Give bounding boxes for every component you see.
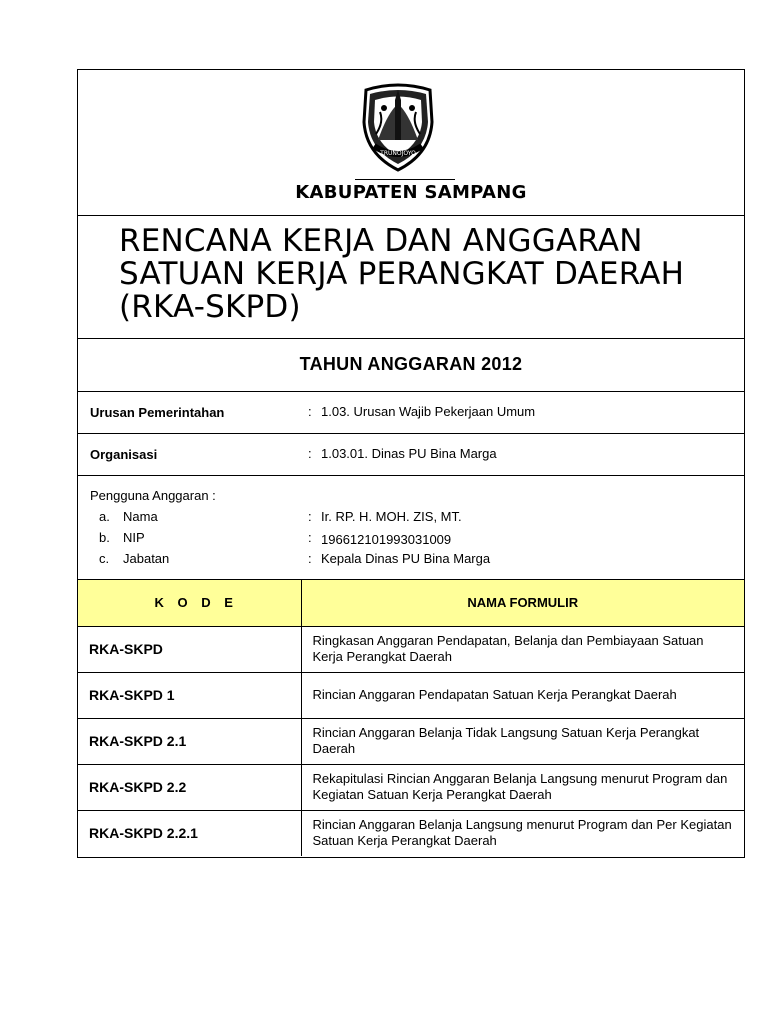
form-code: RKA-SKPD 2.2	[78, 764, 301, 810]
organisasi-label: Organisasi	[90, 447, 158, 462]
pengguna-anggaran-heading: Pengguna Anggaran :	[90, 488, 216, 503]
row-colon: :	[308, 509, 312, 524]
kabupaten-sampang-crest-icon	[358, 82, 438, 174]
table-row	[78, 810, 744, 856]
form-name: Ringkasan Anggaran Pendapatan, Belanja dan Pembiayaan Satuan Kerja Perangkat Daerah	[301, 626, 744, 672]
row-label: Nama	[123, 509, 158, 524]
pengguna-row-jabatan	[78, 551, 744, 572]
row-letter: a.	[99, 509, 110, 524]
kode-header: K O D E	[78, 580, 301, 626]
document-title-section	[78, 216, 744, 339]
row-value: 196612101993031009	[321, 532, 452, 547]
nama-formulir-header: NAMA FORMULIR	[301, 580, 744, 626]
table-header-row	[78, 580, 744, 626]
budget-year-section	[78, 339, 744, 392]
document-title	[119, 225, 684, 324]
row-label: NIP	[123, 530, 145, 545]
form-name: Rekapitulasi Rincian Anggaran Belanja Langsung menurut Program dan Kegiatan Satuan Kerja Perangkat Daerah	[301, 764, 744, 810]
table-row	[78, 672, 744, 718]
organisasi-colon: :	[308, 446, 312, 461]
row-letter: c.	[99, 551, 110, 566]
row-label: Jabatan	[123, 551, 170, 566]
crest-text: TRUNOJOYO	[380, 150, 416, 157]
urusan-row	[78, 392, 744, 434]
table-row	[78, 764, 744, 810]
form-code: RKA-SKPD 2.1	[78, 718, 301, 764]
urusan-label: Urusan Pemerintahan	[90, 405, 225, 420]
urusan-colon: :	[308, 404, 312, 419]
rka-skpd-cover-page	[77, 69, 745, 858]
organisasi-row	[78, 434, 744, 476]
form-name: Rincian Anggaran Belanja Tidak Langsung Satuan Kerja Perangkat Daerah	[301, 718, 744, 764]
title-line-1: RENCANA KERJA DAN ANGGARAN	[119, 223, 643, 259]
regency-title: KABUPATEN SAMPANG	[295, 182, 527, 203]
budget-year: TAHUN ANGGARAN 2012	[299, 354, 523, 374]
header-section	[78, 70, 744, 216]
pengguna-row-nama	[78, 509, 744, 530]
row-letter: b.	[99, 530, 110, 545]
row-colon: :	[308, 551, 312, 566]
row-value: Kepala Dinas PU Bina Marga	[321, 551, 491, 566]
form-code: RKA-SKPD 2.2.1	[78, 810, 301, 856]
table-row	[78, 718, 744, 764]
title-line-3: (RKA-SKPD)	[119, 289, 301, 325]
urusan-value: 1.03. Urusan Wajib Pekerjaan Umum	[321, 404, 536, 419]
form-name: Rincian Anggaran Belanja Langsung menurut Program dan Per Kegiatan Satuan Kerja Perangkat Daerah	[301, 810, 744, 856]
pengguna-anggaran-section	[78, 476, 744, 580]
form-table	[78, 580, 744, 856]
form-code: RKA-SKPD	[78, 626, 301, 672]
logo-underline	[355, 179, 455, 180]
title-line-2: SATUAN KERJA PERANGKAT DAERAH	[119, 256, 685, 292]
row-value: Ir. RP. H. MOH. ZIS, MT.	[321, 509, 462, 524]
pengguna-row-nip	[78, 530, 744, 551]
form-code: RKA-SKPD 1	[78, 672, 301, 718]
organisasi-value: 1.03.01. Dinas PU Bina Marga	[321, 446, 497, 461]
table-row	[78, 626, 744, 672]
row-colon: :	[308, 530, 312, 545]
form-name: Rincian Anggaran Pendapatan Satuan Kerja Perangkat Daerah	[301, 672, 744, 718]
